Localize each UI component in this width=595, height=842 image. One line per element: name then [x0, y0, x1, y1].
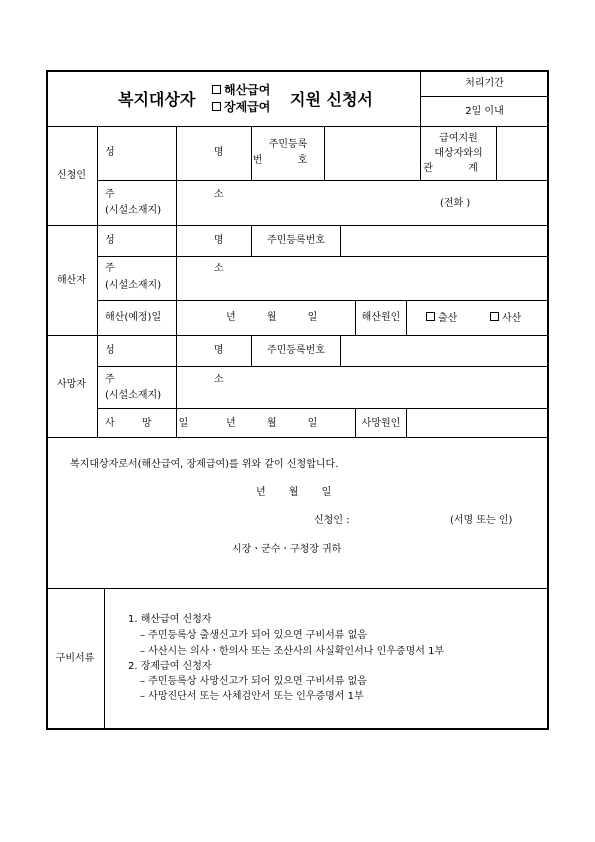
declaration-divider [46, 588, 549, 589]
documents-label: 구비서류 [55, 653, 95, 664]
form-title-suffix: 지원 신청서 [290, 90, 373, 109]
option-birth-benefit[interactable]: 해산급여 [212, 83, 270, 97]
documents-vline [104, 588, 105, 730]
applicant-relation-field[interactable] [498, 128, 548, 178]
checkbox-stillbirth[interactable] [490, 312, 499, 321]
documents-item: 1. 해산급여 신청자 [128, 614, 212, 625]
applicant-rrn-label-line1: 주민등록 [268, 139, 308, 150]
applicant-phone: (전화 ) [440, 198, 471, 209]
applicant-address-field[interactable] [178, 182, 548, 224]
birth-address-label-line2: (시설소재지) [105, 280, 162, 291]
deceased-cause-label: 사망원인 [361, 418, 401, 429]
applicant-address-label-line2: (시설소재지) [105, 205, 162, 216]
label-column-vline [176, 126, 177, 437]
processing-divider [420, 96, 549, 97]
processing-label: 처리기간 [465, 78, 504, 89]
birth-name-label: 성 명 [105, 235, 272, 246]
birth-date-label: 해산(예정)일 [105, 312, 162, 323]
applicant-relation-line3: 관 계 [423, 163, 494, 174]
applicant-relation-line1: 급여지원 [439, 133, 478, 144]
deceased-rrn-label-vline [340, 335, 341, 366]
documents-item: – 사산시는 의사ㆍ한의사 또는 조산사의 사실확인서나 인우증명서 1부 [140, 646, 445, 657]
option-funeral-benefit[interactable]: 장제급여 [212, 100, 270, 114]
birth-cause-vline [406, 300, 407, 335]
declaration-text: 복지대상자로서(해산급여, 장제급여)를 위와 같이 신청합니다. [70, 459, 339, 470]
birth-rrn-label-vline [340, 225, 341, 256]
documents-item: – 사망진단서 또는 사체검안서 또는 인우증명서 1부 [140, 691, 364, 702]
birth-cause-label: 해산원인 [361, 312, 401, 323]
birth-section-divider [46, 335, 549, 336]
applicant-relation-line2: 대상자와의 [434, 148, 483, 159]
documents-item: 2. 장제급여 신청자 [128, 661, 212, 672]
birth-address-field[interactable] [178, 258, 548, 299]
deceased-section-divider [46, 437, 549, 438]
deceased-name-label: 성 명 [105, 345, 272, 356]
declaration-applicant-label: 신청인 : [314, 515, 350, 526]
section-birth-parent: 해산자 [57, 275, 86, 286]
applicant-row-divider [97, 180, 549, 181]
deceased-cause-vline [406, 408, 407, 437]
birth-rrn-field[interactable] [342, 227, 548, 255]
declaration-addressee: 시장ㆍ군수ㆍ구청장 귀하 [232, 544, 342, 555]
birth-address-label-line1: 주 소 [105, 263, 272, 274]
deceased-rrn-label: 주민등록번호 [267, 345, 325, 356]
declaration-date[interactable]: 년 월 일 [256, 487, 332, 498]
deceased-row1-divider [97, 366, 549, 367]
section-label-vline [97, 126, 98, 437]
cause-option-stillbirth[interactable]: 사산 [490, 312, 521, 325]
documents-item: – 주민등록상 출생신고가 되어 있으면 구비서류 없음 [140, 630, 367, 641]
checkbox-birth[interactable] [426, 312, 435, 321]
deceased-address-field[interactable] [178, 368, 548, 407]
applicant-relation-vline [496, 126, 497, 180]
applicant-rrn-label-vline [324, 126, 325, 180]
checkbox-funeral-benefit[interactable] [212, 102, 221, 111]
deceased-date-label: 사 망 일 [105, 418, 201, 429]
birth-rrn-label: 주민등록번호 [267, 235, 325, 246]
processing-value: 2일 이내 [465, 106, 504, 117]
applicant-rrn-field[interactable] [326, 128, 418, 178]
birth-name-field[interactable] [178, 227, 250, 255]
applicant-address-label-line1: 주 소 [105, 189, 272, 200]
deceased-date-value[interactable]: 년 월 일 [226, 418, 318, 429]
declaration-signature[interactable]: (서명 또는 인) [450, 515, 513, 526]
applicant-name-label: 성 명 [105, 147, 272, 158]
birth-row2-divider [97, 300, 549, 301]
title-divider [46, 126, 549, 127]
deceased-rrn-field[interactable] [342, 337, 548, 365]
section-applicant: 신청인 [57, 170, 86, 181]
applicant-section-divider [46, 225, 549, 226]
deceased-row2-divider [97, 408, 549, 409]
deceased-address-label-line2: (시설소재지) [105, 390, 162, 401]
deceased-address-label-line1: 주 소 [105, 374, 272, 385]
birth-date-value[interactable]: 년 월 일 [226, 312, 318, 323]
checkbox-birth-benefit[interactable] [212, 85, 221, 94]
form-title-prefix: 복지대상자 [118, 90, 196, 109]
documents-item: – 주민등록상 사망신고가 되어 있으면 구비서류 없음 [140, 676, 367, 687]
birth-row1-divider [97, 256, 549, 257]
section-deceased: 사망자 [57, 379, 86, 390]
applicant-rrn-label-line2: 번 호 [252, 155, 324, 166]
deceased-name-field[interactable] [178, 337, 250, 365]
deceased-cause-field[interactable] [408, 410, 548, 436]
applicant-name-field[interactable] [178, 128, 250, 178]
cause-option-birth[interactable]: 출산 [426, 312, 457, 325]
